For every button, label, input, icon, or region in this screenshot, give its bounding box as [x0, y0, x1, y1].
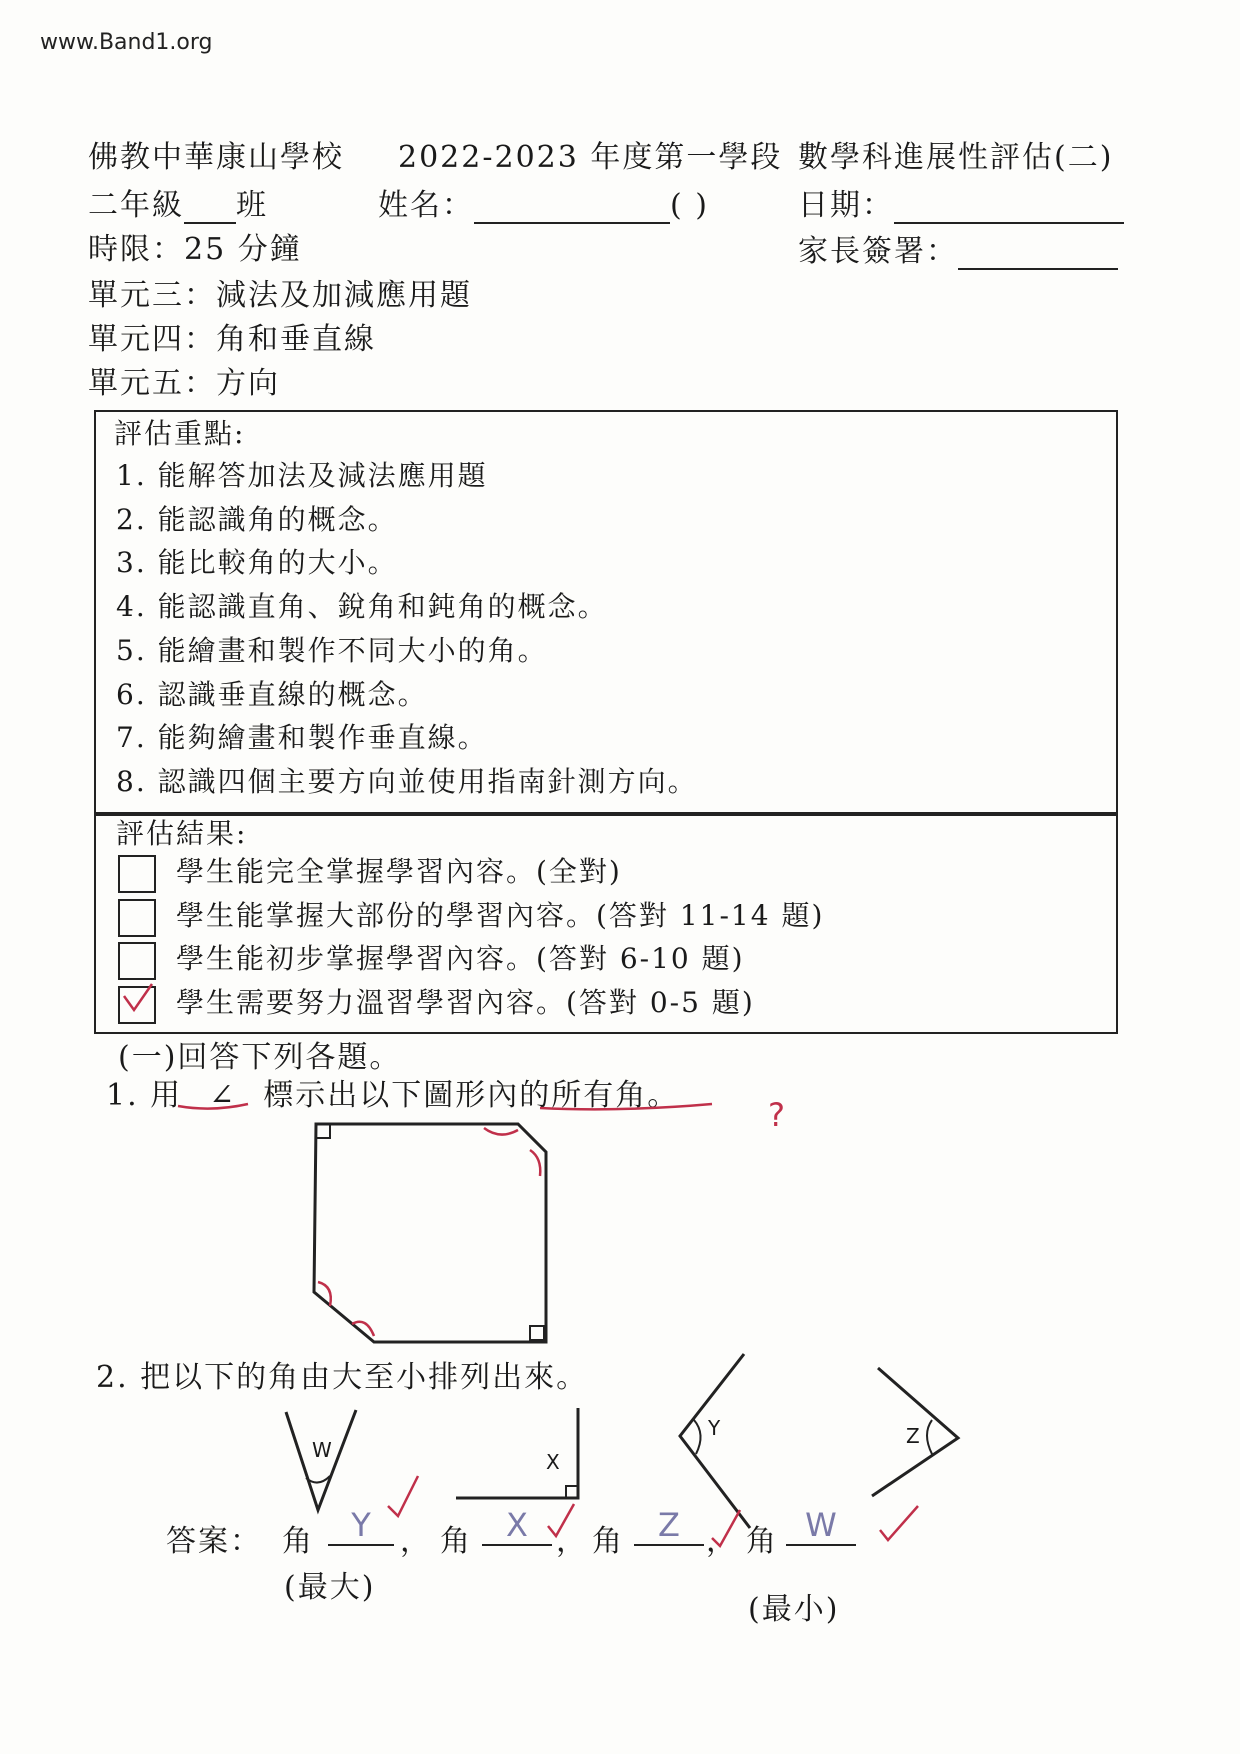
parent-sign-label: 家長簽署： [798, 234, 958, 269]
smallest-note: (最小) [748, 1592, 840, 1627]
focus-item: 3. 能比較角的大小。 [116, 546, 398, 579]
angle-z-arc [927, 1420, 932, 1454]
check-mark [124, 984, 152, 1010]
angle-y-arc [694, 1420, 701, 1454]
angle-z [872, 1368, 958, 1496]
tick-mark [548, 1504, 574, 1536]
question-mark: ? [768, 1096, 785, 1134]
answer-4[interactable]: W [786, 1506, 856, 1546]
tick-mark [712, 1510, 740, 1546]
angle-label-z: Z [906, 1424, 920, 1448]
result-option-text: 學生需要努力溫習學習內容。(答對 0-5 題) [176, 986, 755, 1019]
answer-2[interactable]: X [482, 1506, 552, 1546]
focus-item: 4. 能認識直角、銳角和鈍角的概念。 [116, 590, 608, 623]
answer-label: 答案： [166, 1524, 262, 1559]
answer-angle-word: 角 [282, 1524, 314, 1559]
tick-mark [388, 1476, 418, 1516]
answer-angle-word: 角 [440, 1524, 472, 1559]
question-2: 2. 把以下的角由大至小排列出來。 [96, 1360, 589, 1395]
focus-item: 7. 能夠繪畫和製作垂直線。 [116, 721, 488, 754]
answer-comma: ， [706, 1524, 738, 1559]
q1-underline-symbol [178, 1104, 248, 1109]
term: 2022-2023 年度第一學段 [398, 140, 783, 175]
angle-symbol: ∠ [209, 1078, 237, 1113]
angle-x [456, 1408, 578, 1498]
hexagon-shape [314, 1124, 546, 1342]
result-option-text: 學生能掌握大部份的學習內容。(答對 11-14 題) [176, 899, 825, 932]
angle-label-y: Y [708, 1416, 721, 1440]
grade-prefix: 二年級 [88, 188, 184, 223]
assessment-title: 數學科進展性評估(二) [798, 140, 1114, 175]
tick-mark [880, 1506, 918, 1540]
answer-angle-word: 角 [592, 1524, 624, 1559]
answer-1[interactable]: Y [328, 1506, 394, 1546]
grade-suffix: 班 [236, 188, 268, 223]
angle-w-arc [306, 1476, 330, 1483]
focus-item: 6. 認識垂直線的概念。 [116, 678, 428, 711]
result-option-text: 學生能初步掌握學習內容。(答對 6-10 題) [176, 942, 745, 975]
number-paren: ( ) [670, 188, 709, 223]
focus-title: 評估重點: [114, 417, 246, 450]
q1-number: 1. 用 [106, 1078, 183, 1113]
angle-w [286, 1410, 356, 1510]
section-title: (一)回答下列各題。 [118, 1040, 402, 1075]
right-angle-marker [530, 1326, 544, 1340]
unit-3: 單元三：減法及加減應用題 [88, 278, 472, 313]
watermark: www.Band1.org [40, 30, 213, 55]
focus-item: 1. 能解答加法及減法應用題 [116, 459, 488, 492]
angle-label-x: X [546, 1450, 560, 1474]
angle-x-right-marker [566, 1486, 578, 1498]
q1-underline-text [540, 1104, 712, 1109]
answer-comma: ， [400, 1524, 432, 1559]
angle-y [680, 1354, 750, 1528]
focus-item: 2. 能認識角的概念。 [116, 503, 398, 536]
answer-angle-word: 角 [746, 1524, 778, 1559]
angle-arc-mark [484, 1128, 518, 1135]
answer-comma: ， [556, 1524, 588, 1559]
unit-4: 單元四：角和垂直線 [88, 322, 376, 357]
result-option-text: 學生能完全掌握學習內容。(全對) [176, 855, 622, 888]
angle-arc-mark [530, 1150, 540, 1176]
results-title: 評估結果: [116, 817, 248, 850]
right-angle-marker [316, 1124, 330, 1138]
answer-3[interactable]: Z [634, 1506, 704, 1546]
angle-label-w: W [312, 1438, 332, 1462]
q1-text: 標示出以下圖形內的所有角。 [263, 1078, 680, 1113]
date-label: 日期： [798, 188, 894, 223]
largest-note: (最大) [284, 1570, 376, 1605]
name-label: 姓名： [378, 188, 474, 223]
unit-5: 單元五：方向 [88, 366, 280, 401]
school-name: 佛教中華康山學校 [88, 140, 344, 175]
focus-item: 5. 能繪畫和製作不同大小的角。 [116, 634, 548, 667]
focus-item: 8. 認識四個主要方向並使用指南針測方向。 [116, 765, 698, 798]
time-limit: 時限：25 分鐘 [88, 232, 302, 267]
